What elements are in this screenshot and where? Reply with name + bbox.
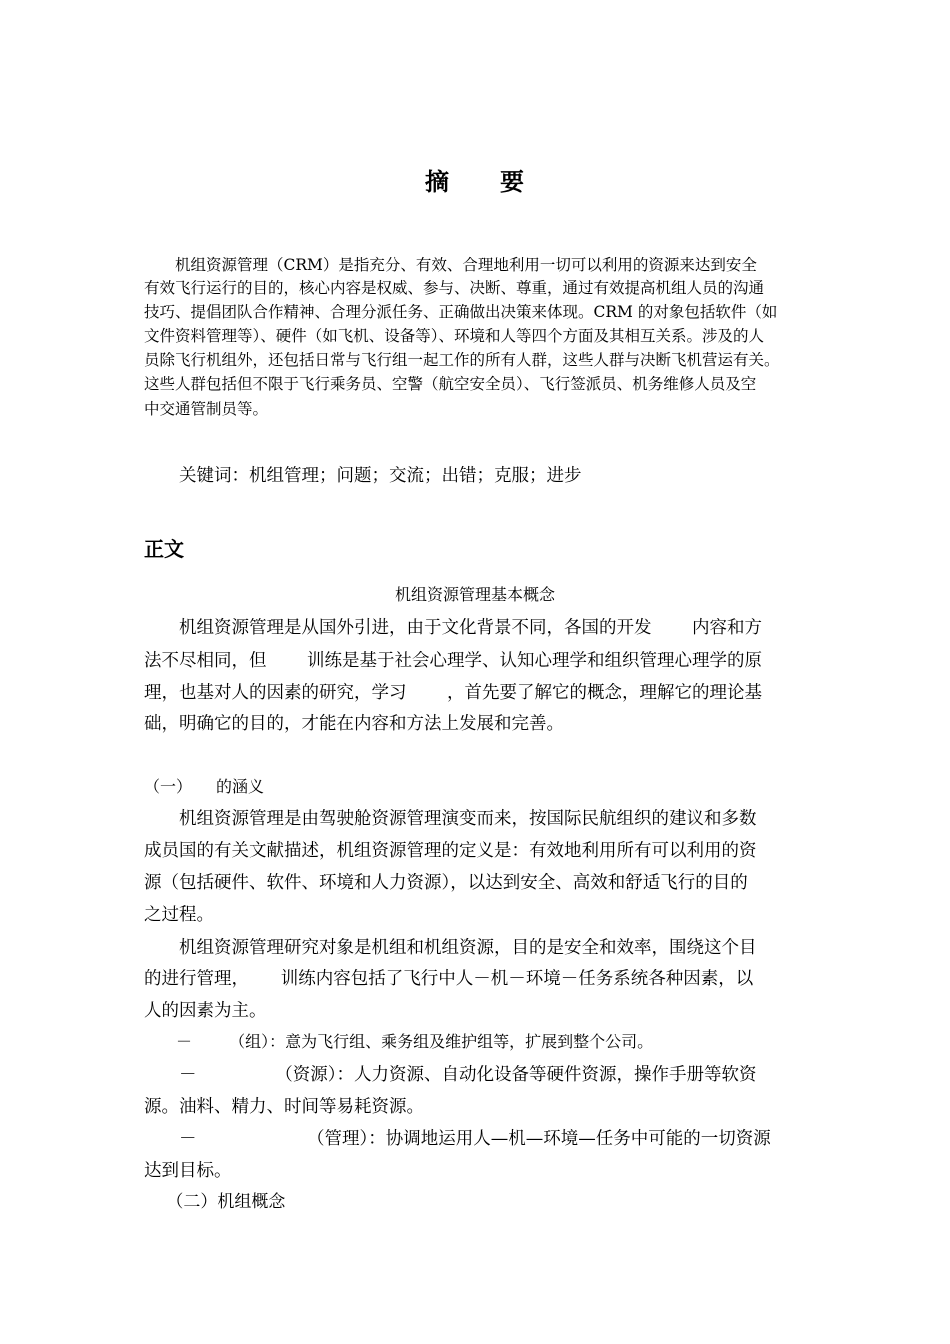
body-line: 机组资源管理是由驾驶舱资源管理演变而来，按国际民航组织的建议和多数 [144,809,757,829]
body-line: 的进行管理， 训练内容包括了飞行中人－机－环境－任务系统各种因素，以 [144,969,754,989]
heading-1: （一） 的涵义 [144,777,265,796]
abstract-line: 机组资源管理（CRM）是指充分、有效、合理地利用一切可以利用的资源来达到安全 [144,256,757,274]
body-line: 础，明确它的目的，才能在内容和方法上发展和完善。 [144,714,564,734]
body-line: － （管理）：协调地运用人—机—环境—任务中可能的一切资源 [144,1129,771,1149]
body-line: 达到目标。 [144,1161,232,1181]
body-line: 源。油料、精力、时间等易耗资源。 [144,1097,424,1117]
abstract-line: 技巧、提倡团队合作精神、合理分派任务、正确做出决策来体现。CRM 的对象包括软件（如 [144,303,778,321]
body-line: － （资源）：人力资源、自动化设备等硬件资源，操作手册等软资 [144,1065,757,1085]
body-line: 法不尽相同，但 训练是基于社会心理学、认知心理学和组织管理心理学的原 [144,651,763,671]
body-line: 机组资源管理研究对象是机组和机组资源，目的是安全和效率，围绕这个目 [144,938,757,958]
body-line: 成员国的有关文献描述，机组资源管理的定义是：有效地利用所有可以利用的资 [144,841,757,861]
section-heading: 正文 [144,537,184,561]
body-line: 机组资源管理是从国外引进，由于文化背景不同，各国的开发 内容和方 [144,618,763,638]
list-item: － （组）：意为飞行组、乘务组及维护组等，扩展到整个公司。 [144,1032,654,1051]
heading-2: （二）机组概念 [144,1192,286,1212]
body-line: 源（包括硬件、软件、环境和人力资源），以达到安全、高效和舒适飞行的目的 [144,873,748,893]
abstract-line: 有效飞行运行的目的，核心内容是权威、参与、决断、尊重，通过有效提高机组人员的沟通 [144,279,765,297]
subtitle: 机组资源管理基本概念 [394,585,555,604]
keywords: 关键词：机组管理；问题；交流；出错；克服；进步 [144,466,582,486]
page-title: 摘 要 [425,167,525,196]
abstract-line: 中交通管制员等。 [144,400,269,418]
abstract-line: 员除飞行机组外，还包括日常与飞行组一起工作的所有人群，这些人群与决断飞机营运有关。 [144,351,780,369]
body-line: 之过程。 [144,905,214,925]
body-line: 理，也基对人的因素的研究，学习 ，首先要了解它的概念，理解它的理论基 [144,683,763,703]
abstract-line: 文件资料管理等）、硬件（如飞机、设备等）、环境和人等四个方面及其相互关系。涉及的人 [144,327,765,345]
body-line: 人的因素为主。 [144,1001,267,1021]
abstract-line: 这些人群包括但不限于飞行乘务员、空警（航空安全员）、飞行签派员、机务维修人员及空 [144,375,757,393]
